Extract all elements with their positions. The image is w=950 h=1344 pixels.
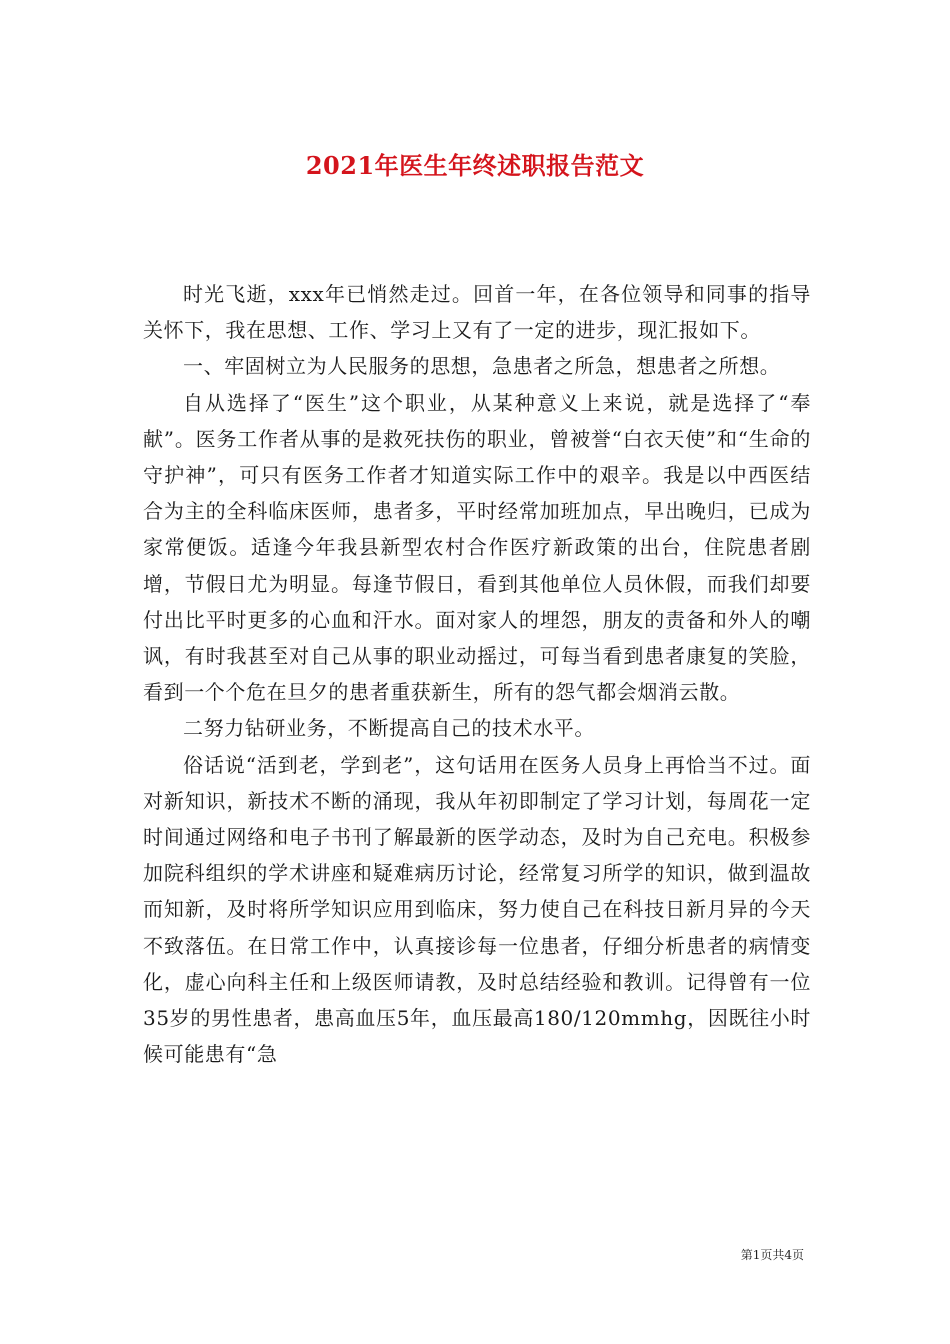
document-body [143,276,811,1072]
paragraph-intro: 时光飞逝，xxx年已悄然走过。回首一年，在各位领导和同事的指导关怀下，我在思想、工作、学习上又有了一定的进步，现汇报如下。 [143,282,811,343]
section-heading-1: 一、牢固树立为人民服务的思想，急患者之所急，想患者之所想。 [183,354,781,379]
paragraph-study: 俗话说“活到老，学到老”，这句话用在医务人员身上再恰当不过。面对新知识，新技术不断的涌现，我从年初即制定了学习计划，每周花一定时间通过网络和电子书刊了解最新的医学动态，及时为自己充电。积极参加院科组织的学术讲座和疑难病历讨论，经常复习所学的知识，做到温故而知新，及时将所学知识应用到临床，努力使自己在科技日新月异的今天不致落伍。在日常工作中，认真接诊每一位患者，仔细分析患者的病情变化，虚心向科主任和上级医师请教，及时总结经验和教训。记得曾有一位35岁的男性患者，患高血压5年，血压最高180/120mmhg，因既往小时候可能患有“急 [143,752,811,1067]
section-heading-2: 二努力钻研业务，不断提高自己的技术水平。 [183,716,595,741]
page-number-footer: 第1页共4页 [740,1248,804,1262]
paragraph-dedication: 自从选择了“医生”这个职业，从某种意义上来说，就是选择了“奉献”。医务工作者从事的是救死扶伤的职业，曾被誉“白衣天使”和“生命的守护神”，可只有医务工作者才知道实际工作中的艰辛。我是以中西医结合为主的全科临床医师，患者多，平时经常加班加点，早出晚归，已成为家常便饭。适逢今年我县新型农村合作医疗新政策的出台，住院患者剧增，节假日尤为明显。每逢节假日，看到其他单位人员休假，而我们却要付出比平时更多的心血和汗水。面对家人的埋怨，朋友的责备和外人的嘲讽，有时我甚至对自己从事的职业动摇过，可每当看到患者康复的笑脸，看到一个个危在旦夕的患者重获新生，所有的怨气都会烟消云散。 [143,390,811,705]
document-title: 2021年医生年终述职报告范文 [305,151,645,181]
